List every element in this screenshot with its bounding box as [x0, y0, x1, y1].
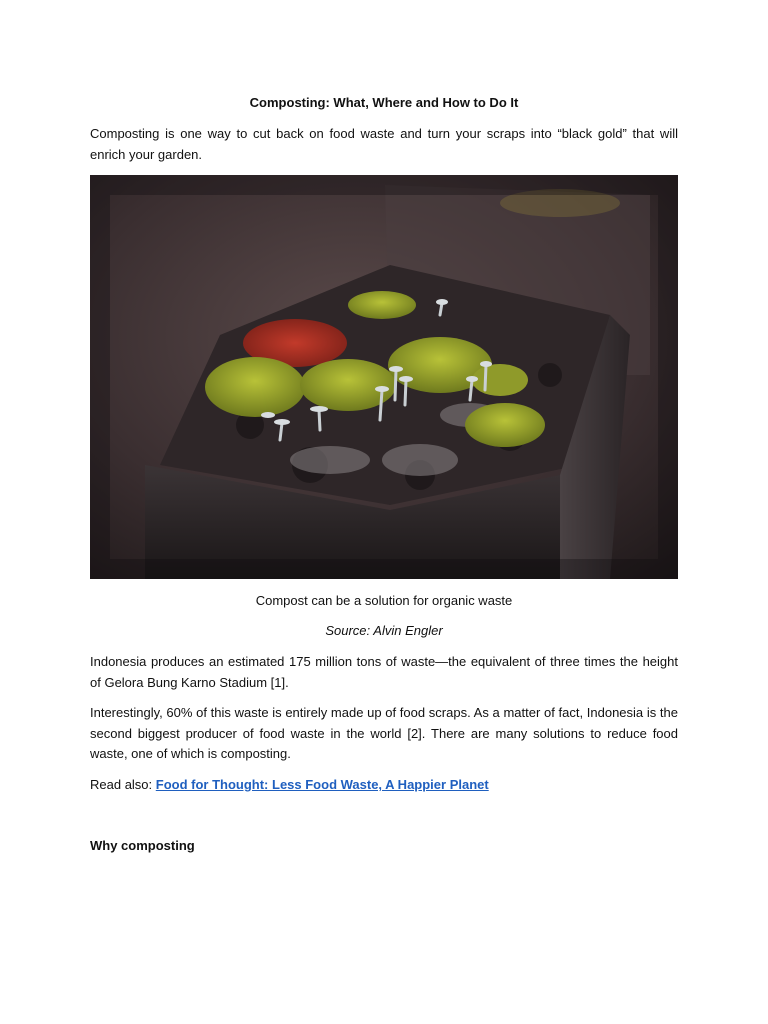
image-source: Source: Alvin Engler — [325, 623, 443, 638]
section-heading: Why composting — [90, 838, 195, 853]
read-also-line — [90, 775, 678, 796]
read-also-label: Read also: — [90, 777, 156, 792]
article-title: Composting: What, Where and How to Do It — [249, 95, 519, 110]
read-also-link[interactable]: Food for Thought: Less Food Waste, A Happier Planet — [155, 777, 489, 792]
paragraph-waste-stats: Indonesia produces an estimated 175 million tons of waste—the equivalent of three times the height of Gelora Bung Karno Stadium [1]. — [90, 654, 678, 690]
paragraph-food-scraps: Interestingly, 60% of this waste is entirely made up of food scraps. As a matter of fact, Indonesia is the second biggest producer of food waste in the world [2]. There are many solutions to reduce food waste, one of which is composting. — [90, 705, 678, 761]
intro-paragraph: Composting is one way to cut back on food waste and turn your scraps into “black gold” that will enrich your garden. — [90, 126, 678, 162]
image-caption: Compost can be a solution for organic waste — [255, 593, 513, 608]
compost-photo — [90, 175, 678, 579]
